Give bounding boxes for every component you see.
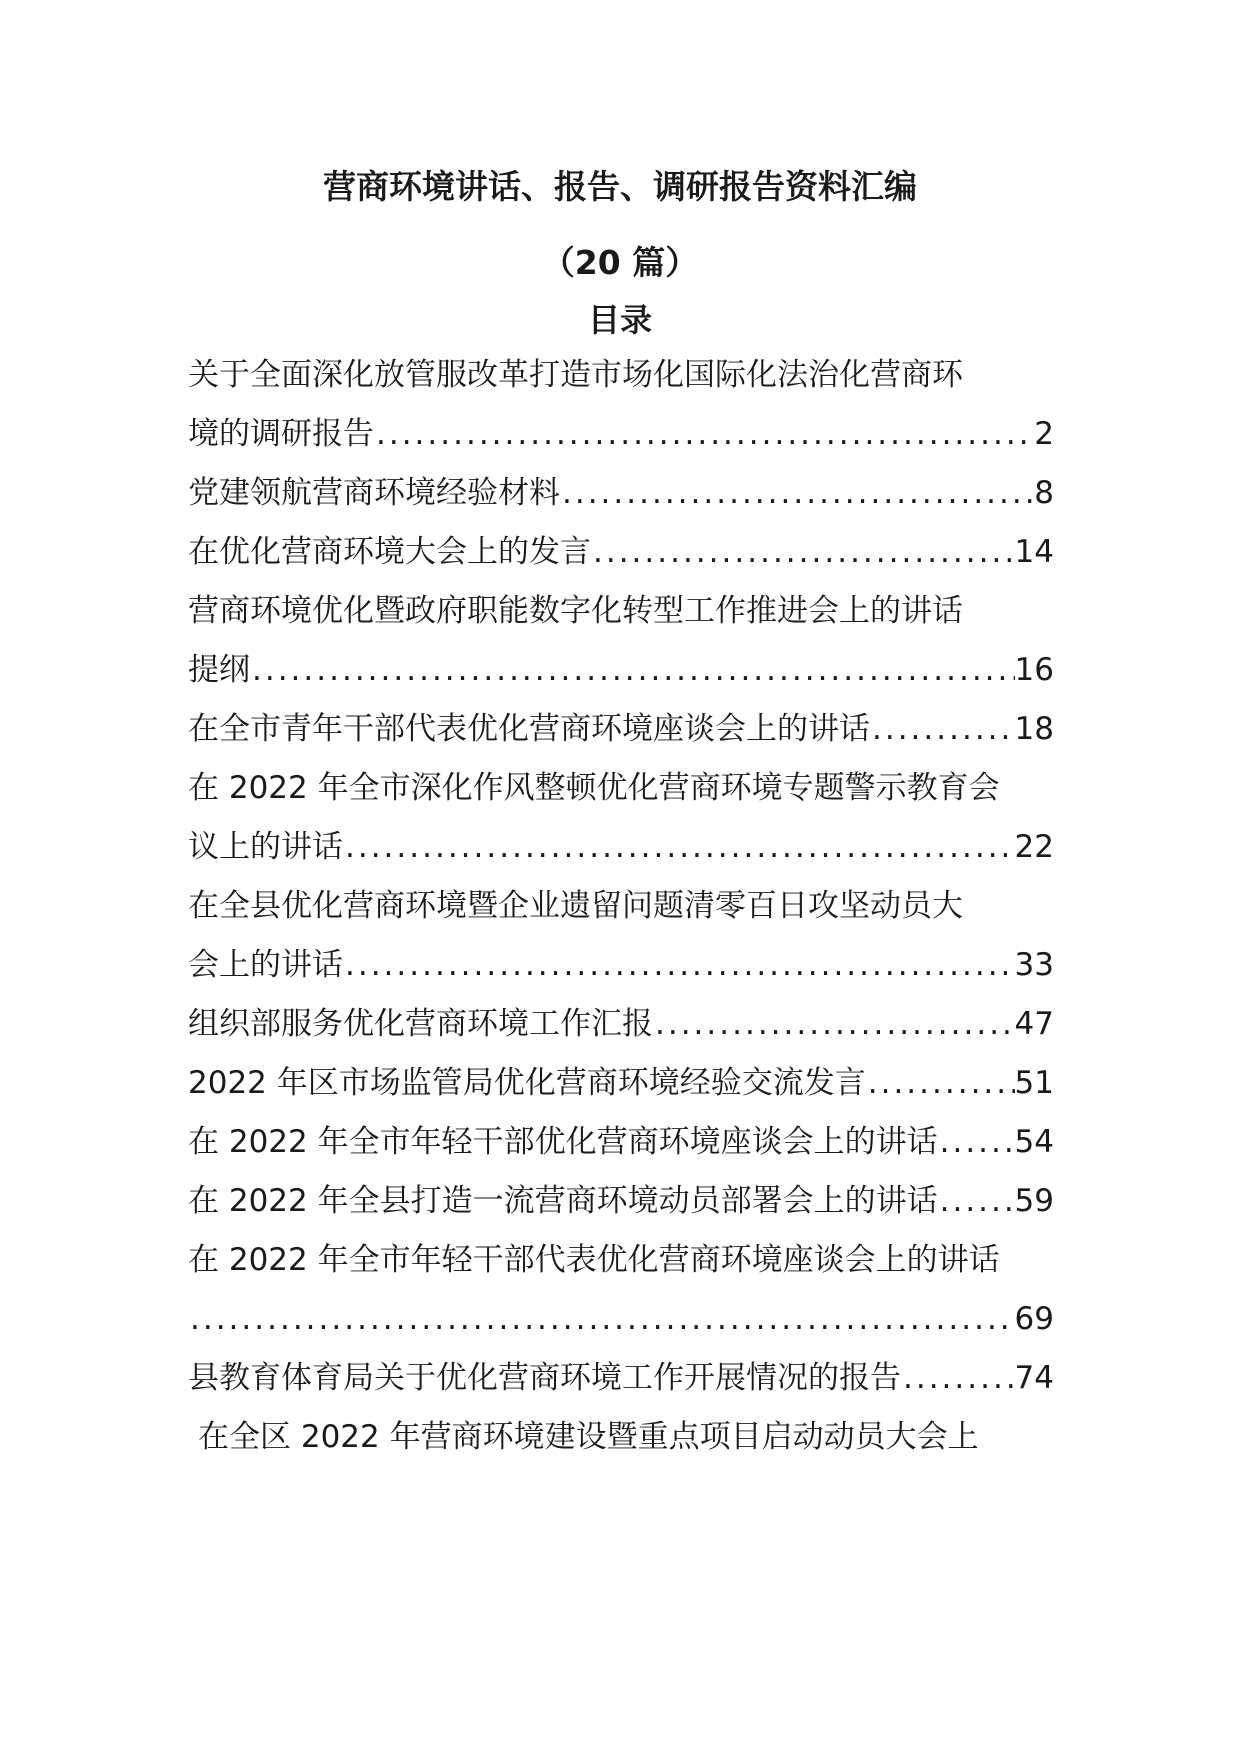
toc-page-number: 14 xyxy=(1014,534,1054,570)
dot-leader xyxy=(866,1058,1015,1108)
toc-page-number: 59 xyxy=(1014,1183,1054,1219)
dot-leader xyxy=(901,1353,1015,1403)
dot-leader xyxy=(938,1117,1015,1167)
toc-heading: 目录 xyxy=(587,301,652,339)
toc-page-number: 18 xyxy=(1014,711,1054,747)
toc-page-number: 22 xyxy=(1014,829,1054,865)
toc-entry-title: 在全县优化营商环境暨企业遗留问题清零百日攻坚动员大 xyxy=(188,888,963,924)
toc-entry-title: 在全区 2022 年营商环境建设暨重点项目启动动员大会上 xyxy=(198,1419,979,1455)
toc-entry-line xyxy=(188,409,1054,459)
toc-page-number: 74 xyxy=(1014,1360,1054,1396)
toc-entry-title: 会上的讲话 xyxy=(188,947,343,983)
toc-page-number: 51 xyxy=(1014,1065,1054,1101)
toc-entry-line xyxy=(188,1058,1054,1108)
toc-entry-line xyxy=(188,468,1054,518)
toc-entry-line xyxy=(188,704,1054,754)
toc-entry-title: 在优化营商环境大会上的发言 xyxy=(188,534,591,570)
dot-leader xyxy=(938,1176,1015,1226)
toc-entry-line xyxy=(188,1117,1054,1167)
dot-leader xyxy=(591,527,1015,577)
toc-entry-title: 关于全面深化放管服改革打造市场化国际化法治化营商环 xyxy=(188,357,963,393)
dot-leader xyxy=(250,645,1015,695)
toc-entry-title: 2022 年区市场监管局优化营商环境经验交流发言 xyxy=(188,1065,866,1101)
dot-leader xyxy=(343,822,1015,872)
toc-entry-line xyxy=(188,1353,1054,1403)
toc-entry-line xyxy=(188,1294,1054,1344)
toc-page-number: 47 xyxy=(1014,1006,1054,1042)
toc-entry-line xyxy=(188,999,1054,1049)
document-subtitle: （20 篇） xyxy=(541,243,699,282)
dot-leader xyxy=(870,704,1015,754)
dot-leader xyxy=(653,999,1015,1049)
toc-entry-title: 在 2022 年全市年轻干部代表优化营商环境座谈会上的讲话 xyxy=(188,1242,1000,1278)
toc-entry-title: 在 2022 年全县打造一流营商环境动员部署会上的讲话 xyxy=(188,1183,938,1219)
dot-leader xyxy=(188,1294,1015,1344)
document-title: 营商环境讲话、报告、调研报告资料汇编 xyxy=(323,167,917,206)
toc-entry-title: 营商环境优化暨政府职能数字化转型工作推进会上的讲话 xyxy=(188,593,963,629)
toc-entry-title: 在全市青年干部代表优化营商环境座谈会上的讲话 xyxy=(188,711,870,747)
toc-page-number: 2 xyxy=(1034,416,1054,452)
toc-entry-title: 组织部服务优化营商环境工作汇报 xyxy=(188,1006,653,1042)
toc-page-number: 54 xyxy=(1014,1124,1054,1160)
toc-entry-line xyxy=(188,940,1054,990)
toc-entry-title: 境的调研报告 xyxy=(188,416,374,452)
toc-entry-title: 在 2022 年全市深化作风整顿优化营商环境专题警示教育会 xyxy=(188,770,1000,806)
toc-page-number: 33 xyxy=(1014,947,1054,983)
toc-entry-line xyxy=(188,527,1054,577)
dot-leader xyxy=(343,940,1015,990)
toc-page-number: 69 xyxy=(1014,1301,1054,1337)
toc-page-number: 16 xyxy=(1014,652,1054,688)
toc-page-number: 8 xyxy=(1034,475,1054,511)
toc-entry-line xyxy=(188,645,1054,695)
toc-entry-line xyxy=(188,822,1054,872)
toc-entry-title: 提纲 xyxy=(188,652,250,688)
toc-entry-title: 在 2022 年全市年轻干部优化营商环境座谈会上的讲话 xyxy=(188,1124,938,1160)
dot-leader xyxy=(560,468,1034,518)
toc-entry-line xyxy=(188,1176,1054,1226)
toc-entry-title: 党建领航营商环境经验材料 xyxy=(188,475,560,511)
toc-entry-title: 议上的讲话 xyxy=(188,829,343,865)
toc-entry-title: 县教育体育局关于优化营商环境工作开展情况的报告 xyxy=(188,1360,901,1396)
dot-leader xyxy=(374,409,1034,459)
